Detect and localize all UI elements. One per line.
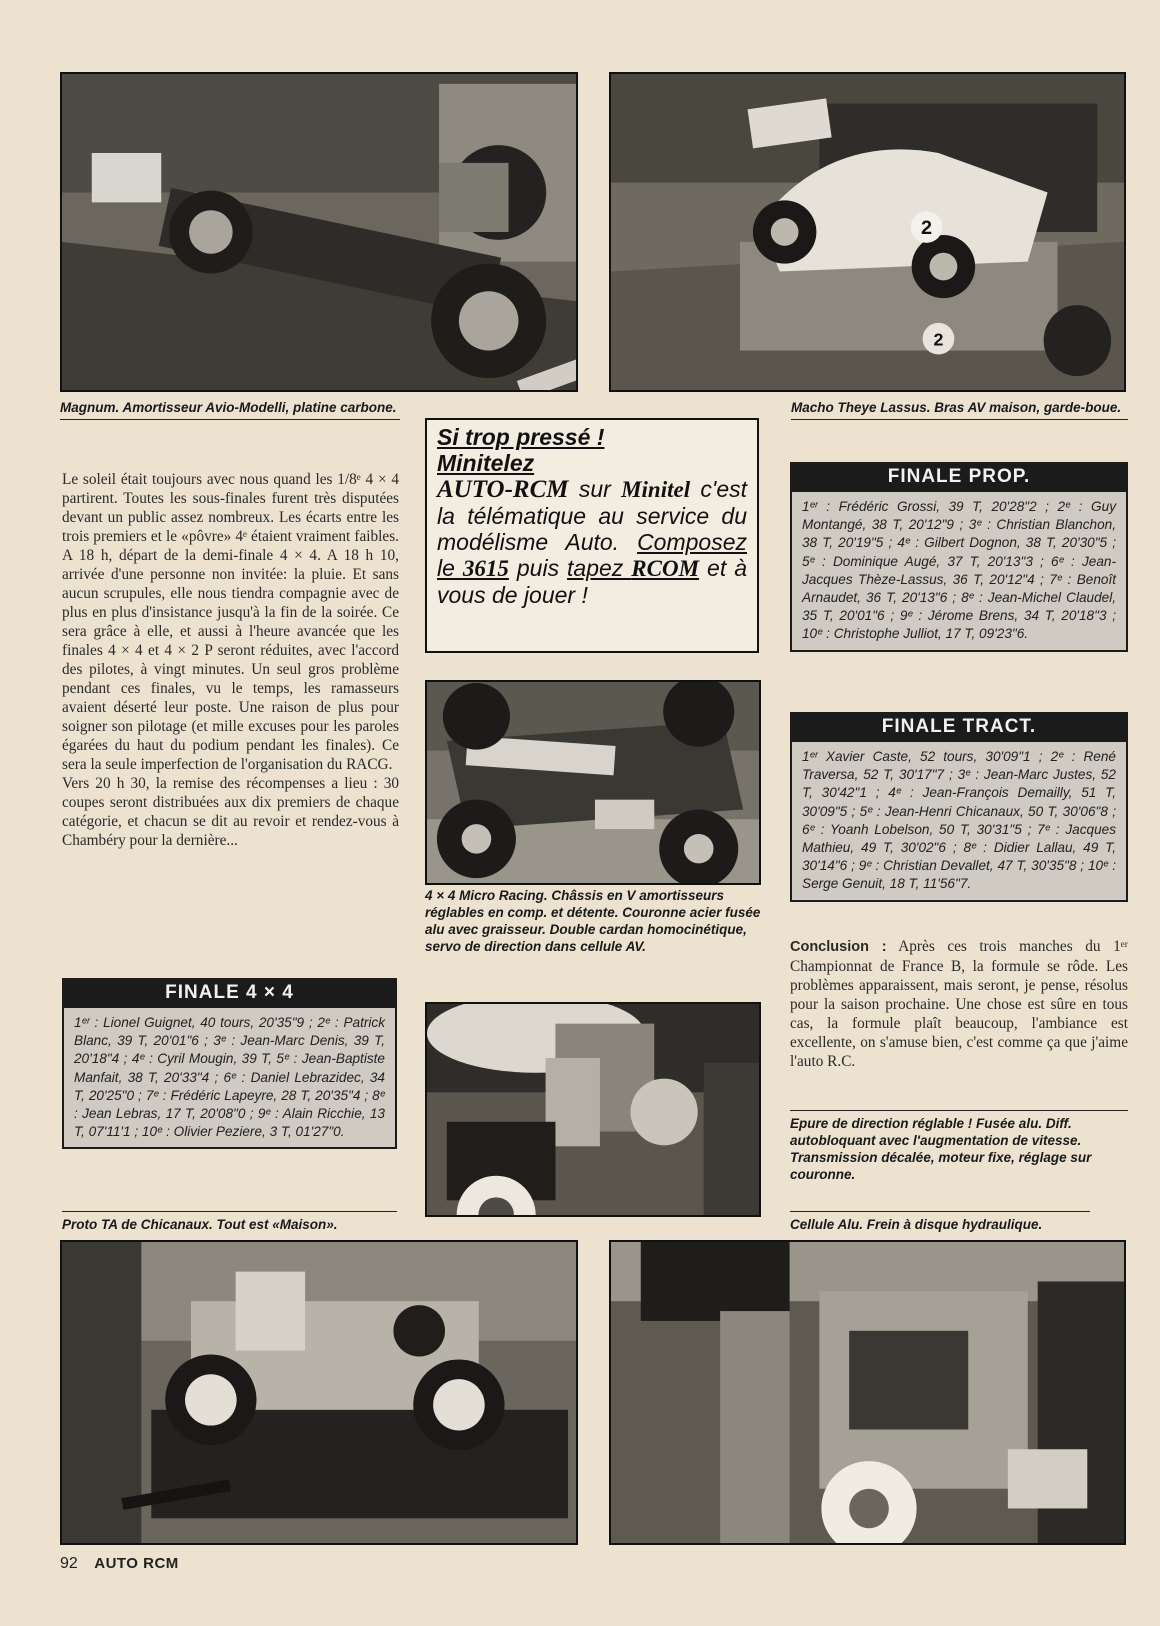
photo-micro-racing: [425, 680, 761, 885]
caption-magnum: Magnum. Amortisseur Avio-Modelli, platine carbone.: [60, 399, 400, 420]
caption-micro-racing: 4 × 4 Micro Racing. Châssis en V amortisseurs réglables en comp. et détente. Couronne acier fusée alu avec graisseur. Double cardan homocinétique, servo de direction dans cellule AV.: [425, 888, 761, 954]
conclusion-text: Après ces trois manches du 1ᵉʳ Championnat de France B, la formule se rôde. Les problèmes apparaissent, mais seront, je pense, résolus pour la saison prochaine. Une chose est sûre en tous cas, la formule plaît beaucoup, l'ambiance est excellente, on s'amuse bien, c'est comme ça que j'aime l'auto R.C.: [790, 938, 1128, 1070]
minitel-word: Minitel: [621, 477, 691, 502]
caption-cellule: Cellule Alu. Frein à disque hydraulique.: [790, 1211, 1090, 1233]
results-finale-4x4-text: 1ᵉʳ : Lionel Guignet, 40 tours, 20'35"9 ; 2ᵉ : Patrick Blanc, 39 T, 20'01"6 ; 3ᵉ : Jean-Marc Denis, 39 T, 20'18"4 ; 4ᵉ : Cyril Mougin, 39 T, 5ᵉ : Jean-Baptiste Manfait, 38 T, 20'33"4 ; 6ᵉ : Daniel Lebrazidec, 34 T, 20'25"0 ; 7ᵉ : Frédéric Lapeyre, 28 T, 20'35"4 ; 8ᵉ : Jean Lebras, 17 T, 20'08"0 ; 9ᵉ : Alain Ricchie, 13 T, 07'11'1 ; 10ᵉ : Olivier Peziere, 3 T, 01'27"0.: [62, 1008, 397, 1149]
page-number: 92: [60, 1555, 78, 1572]
article-conclusion: [790, 937, 1128, 1071]
minitel-text-2: et à vous de jouer !: [437, 555, 747, 608]
minitel-code: RCOM: [631, 556, 700, 581]
page-footer: [60, 1555, 179, 1573]
minitel-puis: puis: [508, 555, 568, 581]
photo-micro-racing-image: [427, 682, 759, 883]
magazine-title: AUTO RCM: [94, 1555, 179, 1572]
article-paragraph-1: Le soleil était toujours avec nous quand les 1/8ᵉ 4 × 4 partirent. Toutes les sous-finales furent très disputées devant un public assez nombreux. Les écarts entre les trois premiers et le «pôvre» 4ᵉ étaient vraiment faibles. A 18 h, départ de la demi-finale 4 × 4. A 18 h 10, arrivée d'une personne non invitée: la pluie. Et sans aucun scrupules, elle nous tiendra compagnie avec de plus en plus d'insistance jusqu'à la fin de la soirée. Ce sera grâce à elle, et aussi à l'heure avancée que les finales 4 × 4 et 4 × 2 P seront réduites, avec l'accord des pilotes, à vingt minutes. Un seul gros problème pendant ces finales, vu le temps, les ramasseurs avaient déserté leur poste. Une raison de plus pour soigner son pilotage (et mille excuses pour les paroles égarées du haut du podium pendant les finales). Ce sera la seule imperfection de l'organisation du RACG.: [62, 471, 399, 773]
box-number-label: 2: [933, 329, 944, 350]
minitel-text-1: c'est la télématique au service du modélisme Auto.: [437, 476, 747, 555]
minitel-sur: sur: [568, 476, 622, 502]
photo-cellule: [609, 1240, 1126, 1545]
car-number-label: 2: [921, 217, 933, 239]
photo-magnum-image: [62, 74, 576, 390]
photo-epure-image: [427, 1004, 759, 1215]
minitel-body: [437, 476, 747, 608]
minitel-subheadline: Minitelez: [437, 450, 535, 476]
results-finale-prop-text: 1ᵉʳ : Frédéric Grossi, 39 T, 20'28"2 ; 2ᵉ : Guy Montangé, 38 T, 20'12"9 ; 3ᵉ : Christian Blanchon, 38 T, 20'19"5 ; 4ᵉ : Gilbert Dognon, 38 T, 20'30"5 ; 5ᵉ : Dominique Augé, 37 T, 20'13"3 ; 6ᵉ : Jean-Jacques Thèze-Lassus, 36 T, 20'12"4 ; 7ᵉ : Benoît Arnaudet, 36 T, 20'13"6 ; 8ᵉ : Jean-Michel Claudel, 35 T, 20'01"6 ; 9ᵉ : Jérome Brens, 34 T, 20'18"3 ; 10ᵉ : Christophe Julliot, 17 T, 09'23"6.: [790, 492, 1128, 652]
photo-proto: [60, 1240, 578, 1545]
conclusion-label: Conclusion :: [790, 939, 887, 955]
minitel-brand: AUTO-RCM: [437, 476, 569, 503]
caption-epure: Epure de direction réglable ! Fusée alu. Diff. autobloquant avec l'augmentation de vitesse. Transmission décalée, moteur fixe, réglage sur couronne.: [790, 1110, 1128, 1183]
minitel-headline: Si trop pressé !: [437, 424, 605, 450]
photo-epure: [425, 1002, 761, 1217]
results-finale-tract-title: FINALE TRACT.: [790, 712, 1128, 742]
results-finale-tract: [790, 712, 1128, 902]
results-finale-4x4: [62, 978, 397, 1149]
article-paragraph-2: Vers 20 h 30, la remise des récompenses a lieu : 30 coupes seront distribuées aux dix premiers de chaque catégorie, et chacun se dit au revoir et rendez-vous à Chambéry pour la dernière...: [62, 775, 399, 849]
results-finale-4x4-title: FINALE 4 × 4: [62, 978, 397, 1008]
article-body: [62, 470, 399, 850]
results-finale-prop: [790, 462, 1128, 652]
photo-cellule-image: [611, 1242, 1124, 1543]
caption-proto: Proto TA de Chicanaux. Tout est «Maison».: [62, 1211, 397, 1233]
minitel-compose: Composez le: [437, 529, 747, 581]
minitel-ad: [425, 418, 759, 653]
photo-macho-image: [611, 74, 1124, 390]
caption-macho: Macho Theye Lassus. Bras AV maison, garde-boue.: [791, 399, 1128, 420]
minitel-tapez: tapez: [567, 555, 632, 581]
photo-magnum: [60, 72, 578, 392]
results-finale-prop-title: FINALE PROP.: [790, 462, 1128, 492]
results-finale-tract-text: 1ᵉʳ Xavier Caste, 52 tours, 30'09"1 ; 2ᵉ : René Traversa, 52 T, 30'17"7 ; 3ᵉ : Jean-Marc Justes, 52 T, 30'42"1 ; 4ᵉ : Jean-François Demailly, 51 T, 30'09"5 ; 5ᵉ : Jean-Henri Chicanaux, 50 T, 30'06"8 ; 6ᵉ : Yoanh Lobelson, 50 T, 30'31"5 ; 7ᵉ : Jacques Mathieu, 49 T, 30'02"6 ; 8ᵉ : Didier Lallau, 49 T, 30'14"6 ; 9ᵉ : Christian Devallet, 47 T, 30'35"8 ; 10ᵉ : Serge Genuit, 18 T, 11'56"7.: [790, 742, 1128, 902]
photo-proto-image: [62, 1242, 576, 1543]
minitel-number: 3615: [462, 556, 509, 581]
photo-macho: [609, 72, 1126, 392]
